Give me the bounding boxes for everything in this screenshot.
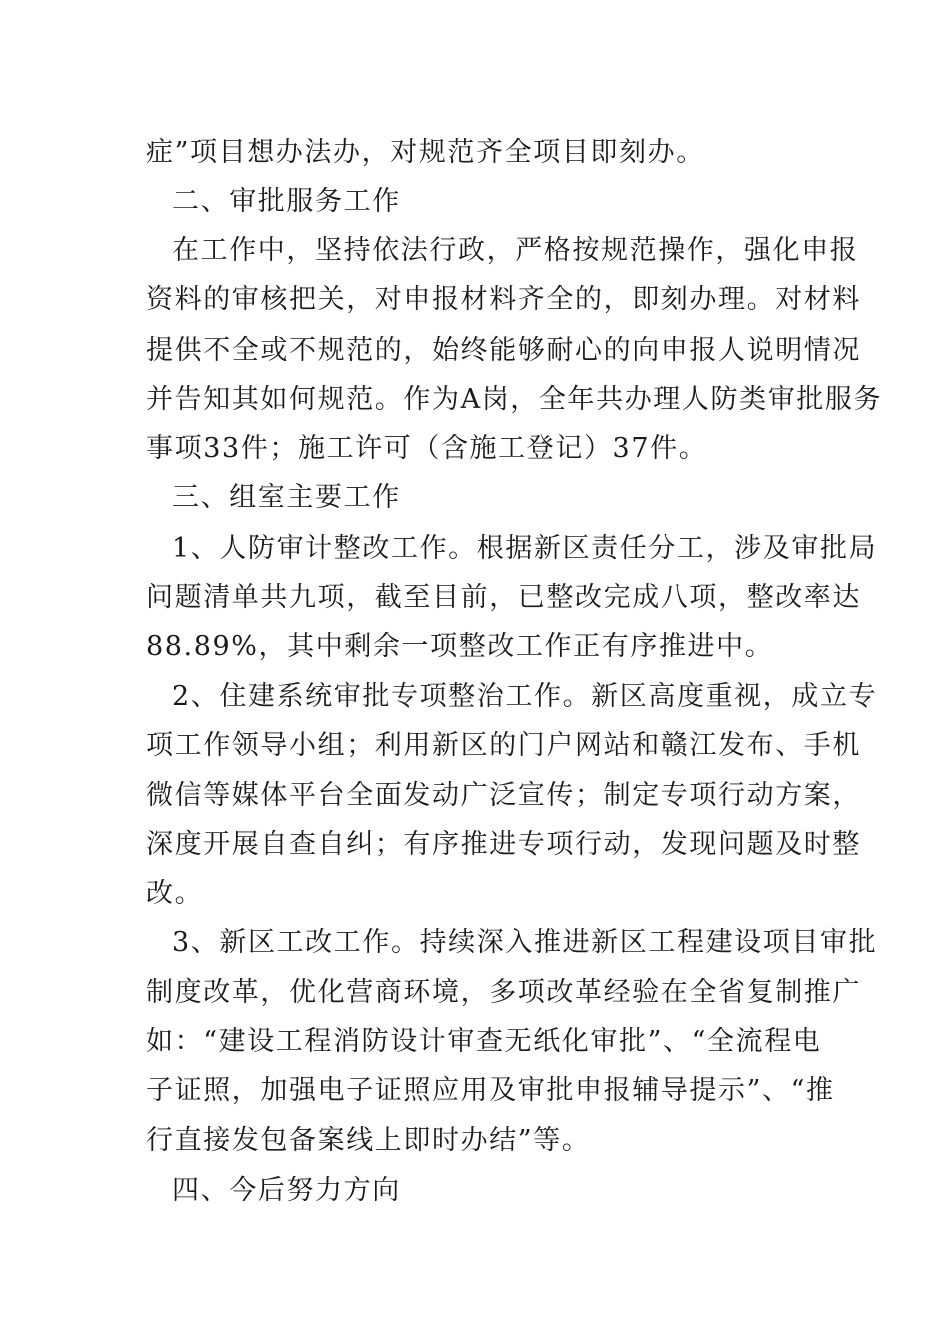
text-line: 并告知其如何规范。作为A岗，全年共办理人防类审批服务 xyxy=(146,384,883,415)
text-line: 事项33件；施工许可（含施工登记）37件。 xyxy=(146,433,708,464)
text-line: 子证照，加强电子证照应用及审批申报辅导提示”、“推 xyxy=(146,1075,835,1106)
text-line: 在工作中，坚持依法行政，严格按规范操作，强化申报 xyxy=(172,235,859,266)
text-line: 行直接发包备案线上即时办结”等。 xyxy=(146,1125,591,1156)
text-line: 微信等媒体平台全面发动广泛宣传；制定专项行动方案， xyxy=(146,780,861,811)
text-line: 如：“建设工程消防设计审查无纸化审批”、“全流程电 xyxy=(146,1026,822,1057)
text-line: 改。 xyxy=(146,878,204,909)
text-line: 项工作领导小组；利用新区的门户网站和赣江发布、手机 xyxy=(146,730,861,761)
text-line: 3、新区工改工作。持续深入推进新区工程建设项目审批 xyxy=(172,927,878,958)
text-line: 提供不全或不规范的，始终能够耐心的向申报人说明情况 xyxy=(146,335,861,366)
text-line: 1、人防审计整改工作。根据新区责任分工，涉及审批局 xyxy=(172,533,878,564)
section-heading: 四、今后努力方向 xyxy=(172,1175,401,1206)
text-line: 88.89%，其中剩余一项整改工作正有序推进中。 xyxy=(146,631,774,662)
text-line: 制度改革，优化营商环境，多项改革经验在全省复制推广 xyxy=(146,977,861,1008)
text-line: 深度开展自查自纠；有序推进专项行动，发现问题及时整 xyxy=(146,829,861,860)
text-line: 症”项目想办法办，对规范齐全项目即刻办。 xyxy=(146,137,705,168)
text-line: 2、住建系统审批专项整治工作。新区高度重视，成立专 xyxy=(172,681,878,712)
section-heading: 二、审批服务工作 xyxy=(172,186,401,217)
section-heading: 三、组室主要工作 xyxy=(172,482,401,513)
text-line: 资料的审核把关，对申报材料齐全的，即刻办理。对材料 xyxy=(146,284,861,315)
text-line: 问题清单共九项，截至目前，已整改完成八项，整改率达 xyxy=(146,582,861,613)
